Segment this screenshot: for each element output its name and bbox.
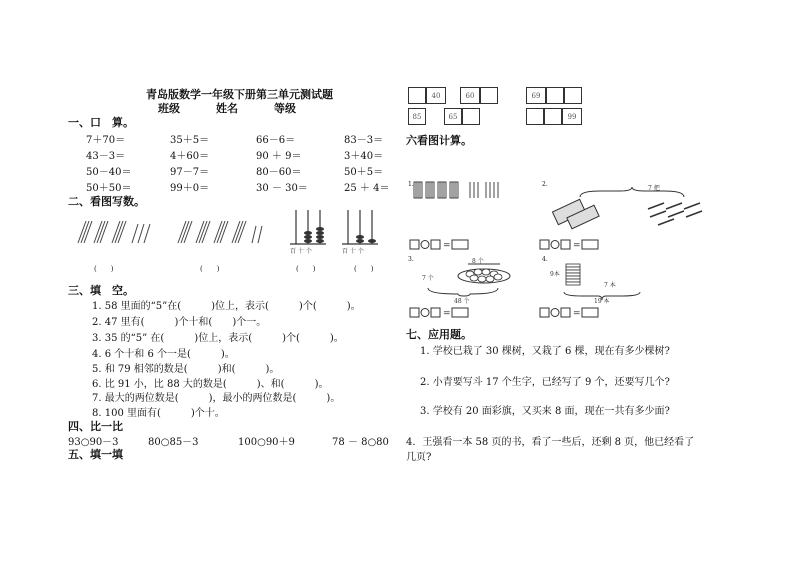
word-problem: 2. 小青要写斗 17 个生字，已经写了 9 个，还要写几个? [420, 377, 670, 388]
stick-bundles-picture-1 [76, 218, 166, 248]
fill-item: 6. 比 91 小，比 88 大的数是( )、和( )。 [92, 379, 329, 390]
calc-item: 80－60＝ [256, 167, 302, 178]
compare-item: 93○90－3 [68, 437, 119, 448]
calc-item: 3＋40＝ [344, 151, 384, 162]
calc-item: 99＋0＝ [170, 183, 210, 194]
grade-label: 等级 [274, 102, 296, 115]
seq-box[interactable]: 99 [562, 108, 582, 125]
section-4-heading: 四、比一比 [68, 420, 123, 433]
calc-item: 35＋5＝ [170, 135, 210, 146]
svg-text:=: = [443, 309, 451, 319]
pic-1-number: 1. [408, 181, 414, 188]
fill-item: 2. 47 里有( )个十和( )个一。 [92, 317, 267, 328]
seq-box[interactable] [546, 87, 564, 104]
calc-item: 43－3＝ [86, 151, 126, 162]
calc-item: 50＋5＝ [344, 167, 384, 178]
seq-box[interactable] [544, 108, 562, 125]
equation-boxes-4 [540, 306, 650, 320]
section-2-heading: 二、看图写数。 [68, 195, 145, 208]
pic-2-number: 2. [542, 181, 548, 188]
seq-box[interactable] [408, 87, 426, 104]
equation-boxes-2 [540, 238, 650, 252]
word-problem-continued: 几页? [406, 452, 432, 463]
seq-box[interactable]: 65 [444, 108, 462, 125]
fill-item: 3. 35 的“5” 在( )位上，表示( )个( )。 [92, 333, 344, 344]
pic-3-left: 7 个 [422, 275, 434, 282]
stick-bundles-picture-3 [412, 180, 512, 202]
compare-item: 80○85－3 [148, 437, 199, 448]
compare-item: 78 － 8○80 [332, 437, 389, 448]
page-title: 青岛版数学一年级下册第三单元测试题 [146, 88, 333, 101]
seq-box[interactable]: 60 [460, 87, 480, 104]
svg-text:=: = [573, 309, 581, 319]
fill-item: 1. 58 里面的“5”在( )位上，表示( )个( )。 [92, 301, 361, 312]
seq-box[interactable] [564, 87, 582, 104]
stick-bundles-picture-2 [176, 218, 276, 248]
seq-box[interactable] [526, 108, 544, 125]
seq-box[interactable]: 69 [526, 87, 546, 104]
umbrellas-picture [540, 185, 710, 231]
answer-blank[interactable]: ( ) [354, 265, 374, 273]
pic-2-note: 7 把 [648, 185, 660, 192]
fill-item: 4. 6 个十和 6 个一是( )。 [92, 349, 235, 360]
seq-box[interactable] [480, 87, 498, 104]
compare-item: 100○90＋9 [238, 437, 295, 448]
pic-3-number: 3. [408, 256, 414, 263]
seq-box[interactable]: 40 [426, 87, 446, 104]
calc-item: 7＋70＝ [86, 135, 126, 146]
fill-item: 7. 最大的两位数是( )，最小的两位数是( )。 [92, 393, 341, 404]
calc-item: 50＋50＝ [86, 183, 132, 194]
svg-text:=: = [443, 241, 451, 251]
calc-item: 25 ＋ 4＝ [344, 183, 390, 194]
equation-boxes-3 [410, 306, 520, 320]
calc-item: 66－6＝ [256, 135, 296, 146]
section-3-heading: 三、填 空。 [68, 284, 134, 297]
abacus-label-2: 百 十 个 [342, 248, 364, 255]
calc-item: 4＋60＝ [170, 151, 210, 162]
section-7-heading: 七、应用题。 [406, 328, 472, 341]
pic-4-left: 9本 [550, 271, 560, 278]
fill-item: 8. 100 里面有( )个十。 [92, 408, 225, 419]
section-1-heading: 一、口 算。 [68, 116, 134, 129]
word-problem: 3. 学校有 20 面彩旗，又买来 8 面，现在一共有多少面? [420, 406, 670, 417]
bowl-picture [418, 260, 528, 300]
answer-blank[interactable]: ( ) [296, 265, 316, 273]
name-label: 姓名 [216, 102, 238, 115]
equation-boxes-1 [410, 238, 520, 252]
pic-3-bottom: 48 个 [454, 298, 470, 305]
answer-blank[interactable]: ( ) [94, 265, 114, 273]
pic-4-bottom: 19 本 [594, 298, 610, 305]
abacus-label-1: 百 十 个 [290, 248, 312, 255]
calc-item: 83－3＝ [344, 135, 384, 146]
pic-3-top: 8 个 [472, 258, 484, 265]
calc-item: 50－40＝ [86, 167, 132, 178]
calc-item: 97－7＝ [170, 167, 210, 178]
answer-blank[interactable]: ( ) [200, 265, 220, 273]
word-problem: 4．王强看一本 58 页的书，看了一些后，还剩 8 页，他已经看了 [406, 437, 695, 448]
pic-4-right: 7 本 [604, 282, 616, 289]
calc-item: 90 ＋ 9＝ [256, 151, 302, 162]
class-label: 班级 [158, 102, 180, 115]
book-stack-picture [562, 260, 586, 290]
section-5-heading: 五、填一填 [68, 448, 123, 461]
fill-item: 5. 和 79 相邻的数是( )和( )。 [92, 364, 280, 375]
calc-item: 30 － 30＝ [256, 183, 308, 194]
pic-4-number: 4. [542, 256, 548, 263]
seq-box[interactable]: 85 [408, 108, 426, 125]
svg-text:=: = [573, 241, 581, 251]
section-6-heading: 六看图计算。 [406, 134, 472, 147]
seq-box[interactable] [462, 108, 480, 125]
word-problem: 1. 学校已栽了 30 棵树，又栽了 6 棵，现在有多少棵树? [420, 346, 670, 357]
